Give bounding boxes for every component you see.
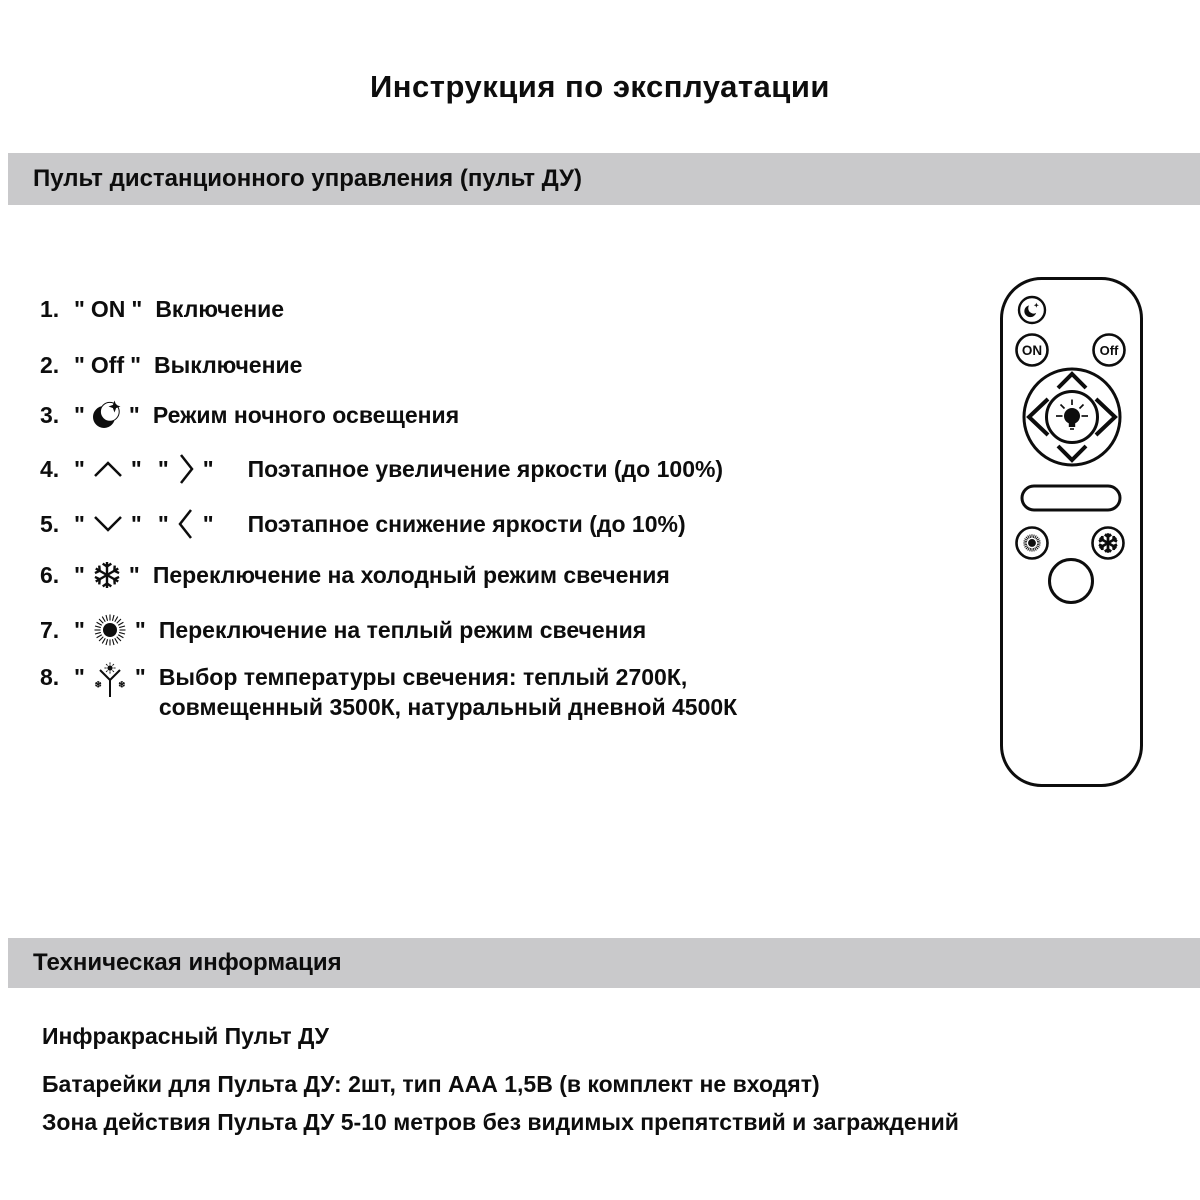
item-number: 8. xyxy=(40,664,60,690)
chevron-up-icon xyxy=(1058,374,1086,388)
remote-off-button xyxy=(1094,335,1125,366)
chevron-right-icon xyxy=(176,452,196,486)
quote-mark: " xyxy=(157,511,169,537)
quote-mark: " xyxy=(202,511,214,537)
moon-icon xyxy=(92,400,122,430)
tech-info-line: Зона действия Пульта ДУ 5-10 метров без видимых препятствий и заграждений xyxy=(42,1109,959,1135)
section-header-remote-label: Пульт дистанционного управления (пульт ДУ) xyxy=(33,165,582,192)
section-header-tech xyxy=(8,938,1200,988)
instruction-item-2 xyxy=(40,350,302,380)
quote-mark: " xyxy=(157,456,169,482)
instruction-text-line2: совмещенный 3500К, натуральный дневной 4500К xyxy=(158,694,738,720)
quote-mark: " xyxy=(74,296,85,322)
quote-mark: " xyxy=(134,617,146,643)
quote-mark: " xyxy=(130,511,142,537)
quote-mark: " xyxy=(130,456,142,482)
quote-mark: " xyxy=(74,352,85,378)
chevron-left-icon xyxy=(176,507,196,541)
quote-mark: " xyxy=(130,352,142,378)
chevron-up-icon xyxy=(92,459,124,479)
item-number: 2. xyxy=(40,352,60,378)
sun-icon xyxy=(1023,534,1040,551)
instruction-text: Переключение на холодный режим свечения xyxy=(152,562,670,588)
chevron-down-icon xyxy=(92,514,124,534)
moon-icon xyxy=(1024,303,1039,318)
quote-mark: " xyxy=(74,664,85,690)
remote-illustration xyxy=(1000,277,1143,787)
quote-mark: " xyxy=(128,402,140,428)
instruction-text: Поэтапное снижение яркости (до 10%) xyxy=(247,511,686,537)
remote-cold-button xyxy=(1093,528,1124,559)
instruction-item-8 xyxy=(40,662,737,722)
quote-mark: " xyxy=(134,664,146,690)
instruction-text: Выключение xyxy=(154,352,303,378)
item-number: 4. xyxy=(40,456,60,482)
tech-info-line: Инфракрасный Пульт ДУ xyxy=(42,1023,329,1049)
color-temperature-icon xyxy=(92,662,128,700)
section-header-remote xyxy=(8,153,1200,205)
chevron-down-icon xyxy=(1058,446,1086,460)
remote-on-button xyxy=(1017,335,1048,366)
quote-mark: " xyxy=(74,456,85,482)
on-key-label: ON xyxy=(90,296,126,322)
quote-mark: " xyxy=(74,562,85,588)
quote-mark: " xyxy=(74,617,85,643)
remote-pill-button xyxy=(1022,486,1120,510)
item-number: 3. xyxy=(40,402,60,428)
remote-on-label: ON xyxy=(1021,343,1043,358)
remote-bottom-button xyxy=(1050,560,1093,603)
off-key-label: Off xyxy=(90,352,125,378)
section-header-tech-label: Техническая информация xyxy=(33,949,342,976)
instruction-text: Режим ночного освещения xyxy=(152,402,460,428)
bulb-icon xyxy=(1056,400,1088,430)
item-number: 6. xyxy=(40,562,60,588)
instruction-text: Переключение на теплый режим свечения xyxy=(158,617,647,643)
instruction-item-6 xyxy=(40,560,670,590)
sun-icon xyxy=(92,612,128,648)
quote-mark: " xyxy=(202,456,214,482)
instruction-text: Включение xyxy=(155,296,285,322)
instruction-item-7 xyxy=(40,612,646,648)
tech-info-line: Батарейки для Пульта ДУ: 2шт, тип ААА 1,5В (в комплект не входят) xyxy=(42,1071,820,1097)
instruction-item-5 xyxy=(40,507,686,541)
snowflake-icon xyxy=(1098,533,1118,553)
remote-warm-button xyxy=(1017,528,1048,559)
quote-mark: " xyxy=(131,296,143,322)
quote-mark: " xyxy=(74,511,85,537)
instruction-text: Выбор температуры свечения: теплый 2700К, xyxy=(158,664,688,690)
quote-mark: " xyxy=(74,402,85,428)
instruction-text: Поэтапное увеличение яркости (до 100%) xyxy=(247,456,724,482)
instruction-item-3 xyxy=(40,400,459,430)
instruction-item-1 xyxy=(40,294,284,324)
quote-mark: " xyxy=(128,562,140,588)
item-number: 7. xyxy=(40,617,60,643)
remote-night-button xyxy=(1019,297,1045,323)
remote-dpad xyxy=(1024,369,1120,465)
item-number: 5. xyxy=(40,511,60,537)
item-number: 1. xyxy=(40,296,60,322)
instruction-item-4 xyxy=(40,452,723,486)
page-title: Инструкция по эксплуатации xyxy=(370,69,830,104)
snowflake-icon xyxy=(92,560,122,590)
remote-off-label: Off xyxy=(1099,343,1119,358)
